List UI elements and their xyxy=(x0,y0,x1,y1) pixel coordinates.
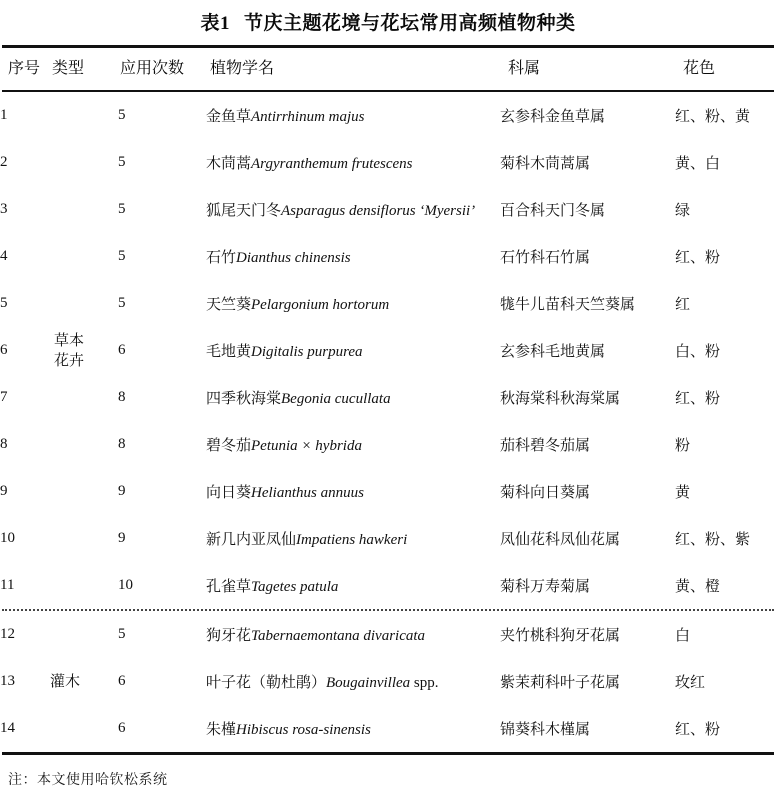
table-row xyxy=(0,139,776,186)
plant-name-sci: Begonia cucullata xyxy=(281,391,391,407)
table-header xyxy=(0,48,776,90)
cell-family: 茄科碧冬茄属 xyxy=(500,437,591,454)
cell-index: 14 xyxy=(0,720,15,736)
cell-type xyxy=(50,139,118,186)
cell-name xyxy=(206,421,500,468)
table-number: 表1 xyxy=(200,13,230,34)
cell-name xyxy=(206,705,500,752)
table-row xyxy=(0,705,776,752)
plant-name-cn: 叶子花（勒杜鹃） xyxy=(206,674,327,691)
plant-name-sci: Helianthus annuus xyxy=(251,485,364,501)
cell-name xyxy=(206,139,500,186)
cell-name xyxy=(206,611,500,658)
plant-name-cn: 碧冬茄 xyxy=(206,437,252,454)
table-row xyxy=(0,280,776,327)
header-row xyxy=(0,48,776,90)
plant-species-table xyxy=(0,48,776,90)
table-row xyxy=(0,515,776,562)
cell-count: 9 xyxy=(118,530,126,546)
group-label-line1: 草本 xyxy=(53,331,84,349)
page-title xyxy=(0,0,776,38)
cell-family: 秋海棠科秋海棠属 xyxy=(500,390,621,407)
cell-family: 玄参科毛地黄属 xyxy=(500,343,606,360)
cell-name xyxy=(206,280,500,327)
cell-name xyxy=(206,658,500,705)
plant-name-cn: 狐尾天门冬 xyxy=(206,202,282,219)
cell-color: 粉 xyxy=(675,437,691,454)
cell-type xyxy=(50,186,118,233)
table-body-shrub xyxy=(0,611,776,752)
cell-family: 牻牛儿苗科天竺葵属 xyxy=(500,296,636,313)
cell-name xyxy=(206,468,500,515)
cell-type xyxy=(50,611,118,658)
cell-color: 玫红 xyxy=(675,674,706,691)
cell-type xyxy=(50,562,118,609)
table-row xyxy=(0,658,776,705)
cell-color: 红、粉 xyxy=(675,390,721,407)
plant-name-sci: Hibiscus rosa-sinensis xyxy=(236,722,371,738)
cell-color: 红、粉、黄 xyxy=(675,108,751,125)
cell-index: 6 xyxy=(0,342,8,358)
cell-count: 8 xyxy=(118,436,126,452)
cell-type xyxy=(50,233,118,280)
cell-index: 5 xyxy=(0,295,8,311)
cell-color: 红 xyxy=(675,296,691,313)
cell-index: 1 xyxy=(0,107,8,123)
cell-color: 红、粉、紫 xyxy=(675,531,751,548)
cell-type xyxy=(50,515,118,562)
plant-name-sci: Bougainvillea xyxy=(326,675,411,691)
cell-count: 5 xyxy=(118,626,126,642)
cell-name xyxy=(206,374,500,421)
column-header-count: 应用次数 xyxy=(120,60,185,77)
table-row xyxy=(0,233,776,280)
cell-family: 菊科万寿菊属 xyxy=(500,578,591,595)
plant-name-cn: 朱槿 xyxy=(206,721,237,738)
plant-name-sci: Tabernaemontana divaricata xyxy=(251,628,426,644)
table-row xyxy=(0,562,776,609)
cell-family: 紫茉莉科叶子花属 xyxy=(500,674,621,691)
cell-name xyxy=(206,515,500,562)
plant-species-body-upper xyxy=(0,92,776,609)
cell-count: 10 xyxy=(118,577,133,593)
cell-index: 13 xyxy=(0,673,15,689)
cell-type xyxy=(50,280,118,327)
cell-index: 12 xyxy=(0,626,15,642)
cell-name xyxy=(206,233,500,280)
cell-color: 绿 xyxy=(675,202,691,219)
cell-count: 6 xyxy=(118,673,126,689)
plant-name-sci: Impatiens hawkeri xyxy=(296,532,408,548)
table-row xyxy=(0,374,776,421)
plant-name-cn: 狗牙花 xyxy=(206,627,252,644)
table-row xyxy=(0,468,776,515)
column-header-color: 花色 xyxy=(683,60,716,77)
table-row xyxy=(0,327,776,374)
plant-name-cn: 天竺葵 xyxy=(206,296,252,313)
column-header-name: 植物学名 xyxy=(210,60,275,77)
cell-name xyxy=(206,92,500,139)
plant-name-cn: 新几内亚凤仙 xyxy=(206,531,297,548)
plant-name-cn: 向日葵 xyxy=(206,484,252,501)
plant-name-sci: Digitalis purpurea xyxy=(251,344,363,360)
cell-count: 5 xyxy=(118,201,126,217)
cell-color: 红、粉 xyxy=(675,249,721,266)
cell-index: 11 xyxy=(0,577,15,593)
plant-name-cn: 木茼蒿 xyxy=(206,155,252,172)
column-header-index: 序号 xyxy=(8,60,41,77)
cell-color: 白 xyxy=(675,627,691,644)
cell-index: 2 xyxy=(0,154,8,170)
plant-name-sci: Antirrhinum majus xyxy=(251,109,365,125)
cell-family: 百合科天门冬属 xyxy=(500,202,606,219)
cell-color: 黄、白 xyxy=(675,155,721,172)
table-title-text: 节庆主题花境与花坛常用高频植物种类 xyxy=(244,13,576,34)
table-row xyxy=(0,92,776,139)
cell-family: 锦葵科木槿属 xyxy=(500,721,591,738)
cell-type xyxy=(50,705,118,752)
plant-name-cn: 金鱼草 xyxy=(206,108,252,125)
column-header-type: 类型 xyxy=(52,60,85,77)
cell-type xyxy=(50,92,118,139)
cell-family: 石竹科石竹属 xyxy=(500,249,591,266)
plant-name-cn: 石竹 xyxy=(206,249,237,266)
table-body-herbaceous xyxy=(0,92,776,609)
plant-name-sci: Petunia × hybrida xyxy=(251,438,362,454)
cell-name xyxy=(206,186,500,233)
group-label-line2: 花卉 xyxy=(53,351,84,369)
cell-count: 6 xyxy=(118,342,126,358)
cell-count: 5 xyxy=(118,248,126,264)
plant-name-cn: 四季秋海棠 xyxy=(206,390,282,407)
plant-name-sci: Pelargonium hortorum xyxy=(251,297,390,313)
cell-type-group-herbaceous xyxy=(50,327,118,374)
plant-name-sci-suffix: spp. xyxy=(410,675,439,691)
plant-name-sci: Tagetes patula xyxy=(251,579,339,595)
cell-count: 8 xyxy=(118,389,126,405)
plant-name-sci: Argyranthemum frutescens xyxy=(251,156,413,172)
cell-name xyxy=(206,327,500,374)
cell-count: 5 xyxy=(118,154,126,170)
cell-family: 菊科木茼蒿属 xyxy=(500,155,591,172)
cell-index: 7 xyxy=(0,389,8,405)
cell-family: 菊科向日葵属 xyxy=(500,484,591,501)
plant-name-cn: 毛地黄 xyxy=(206,343,252,360)
plant-name-sci: Asparagus densiflorus ‘Myersii’ xyxy=(281,203,476,219)
cell-count: 9 xyxy=(118,483,126,499)
table-row xyxy=(0,611,776,658)
cell-type-group-shrub: 灌木 xyxy=(50,672,81,690)
cell-color: 黄 xyxy=(675,484,691,501)
plant-name-sci: Dianthus chinensis xyxy=(236,250,351,266)
table-row xyxy=(0,186,776,233)
cell-color: 红、粉 xyxy=(675,721,721,738)
plant-name-cn: 孔雀草 xyxy=(206,578,252,595)
cell-type xyxy=(50,421,118,468)
cell-type xyxy=(50,374,118,421)
cell-count: 5 xyxy=(118,295,126,311)
cell-count: 6 xyxy=(118,720,126,736)
cell-index: 3 xyxy=(0,201,8,217)
cell-name xyxy=(206,562,500,609)
cell-index: 4 xyxy=(0,248,8,264)
cell-family: 凤仙花科凤仙花属 xyxy=(500,531,621,548)
cell-family: 玄参科金鱼草属 xyxy=(500,108,606,125)
cell-count: 5 xyxy=(118,107,126,123)
cell-color: 黄、橙 xyxy=(675,578,721,595)
cell-index: 8 xyxy=(0,436,8,452)
table-row xyxy=(0,421,776,468)
column-header-family: 科属 xyxy=(508,60,541,77)
cell-family: 夹竹桃科狗牙花属 xyxy=(500,627,621,644)
plant-species-body-lower xyxy=(0,611,776,752)
cell-type xyxy=(50,468,118,515)
cell-index: 9 xyxy=(0,483,8,499)
cell-color: 白、粉 xyxy=(675,343,721,360)
cell-index: 10 xyxy=(0,530,15,546)
table-footnote: 注：本文使用哈钦松系统 xyxy=(8,773,168,788)
